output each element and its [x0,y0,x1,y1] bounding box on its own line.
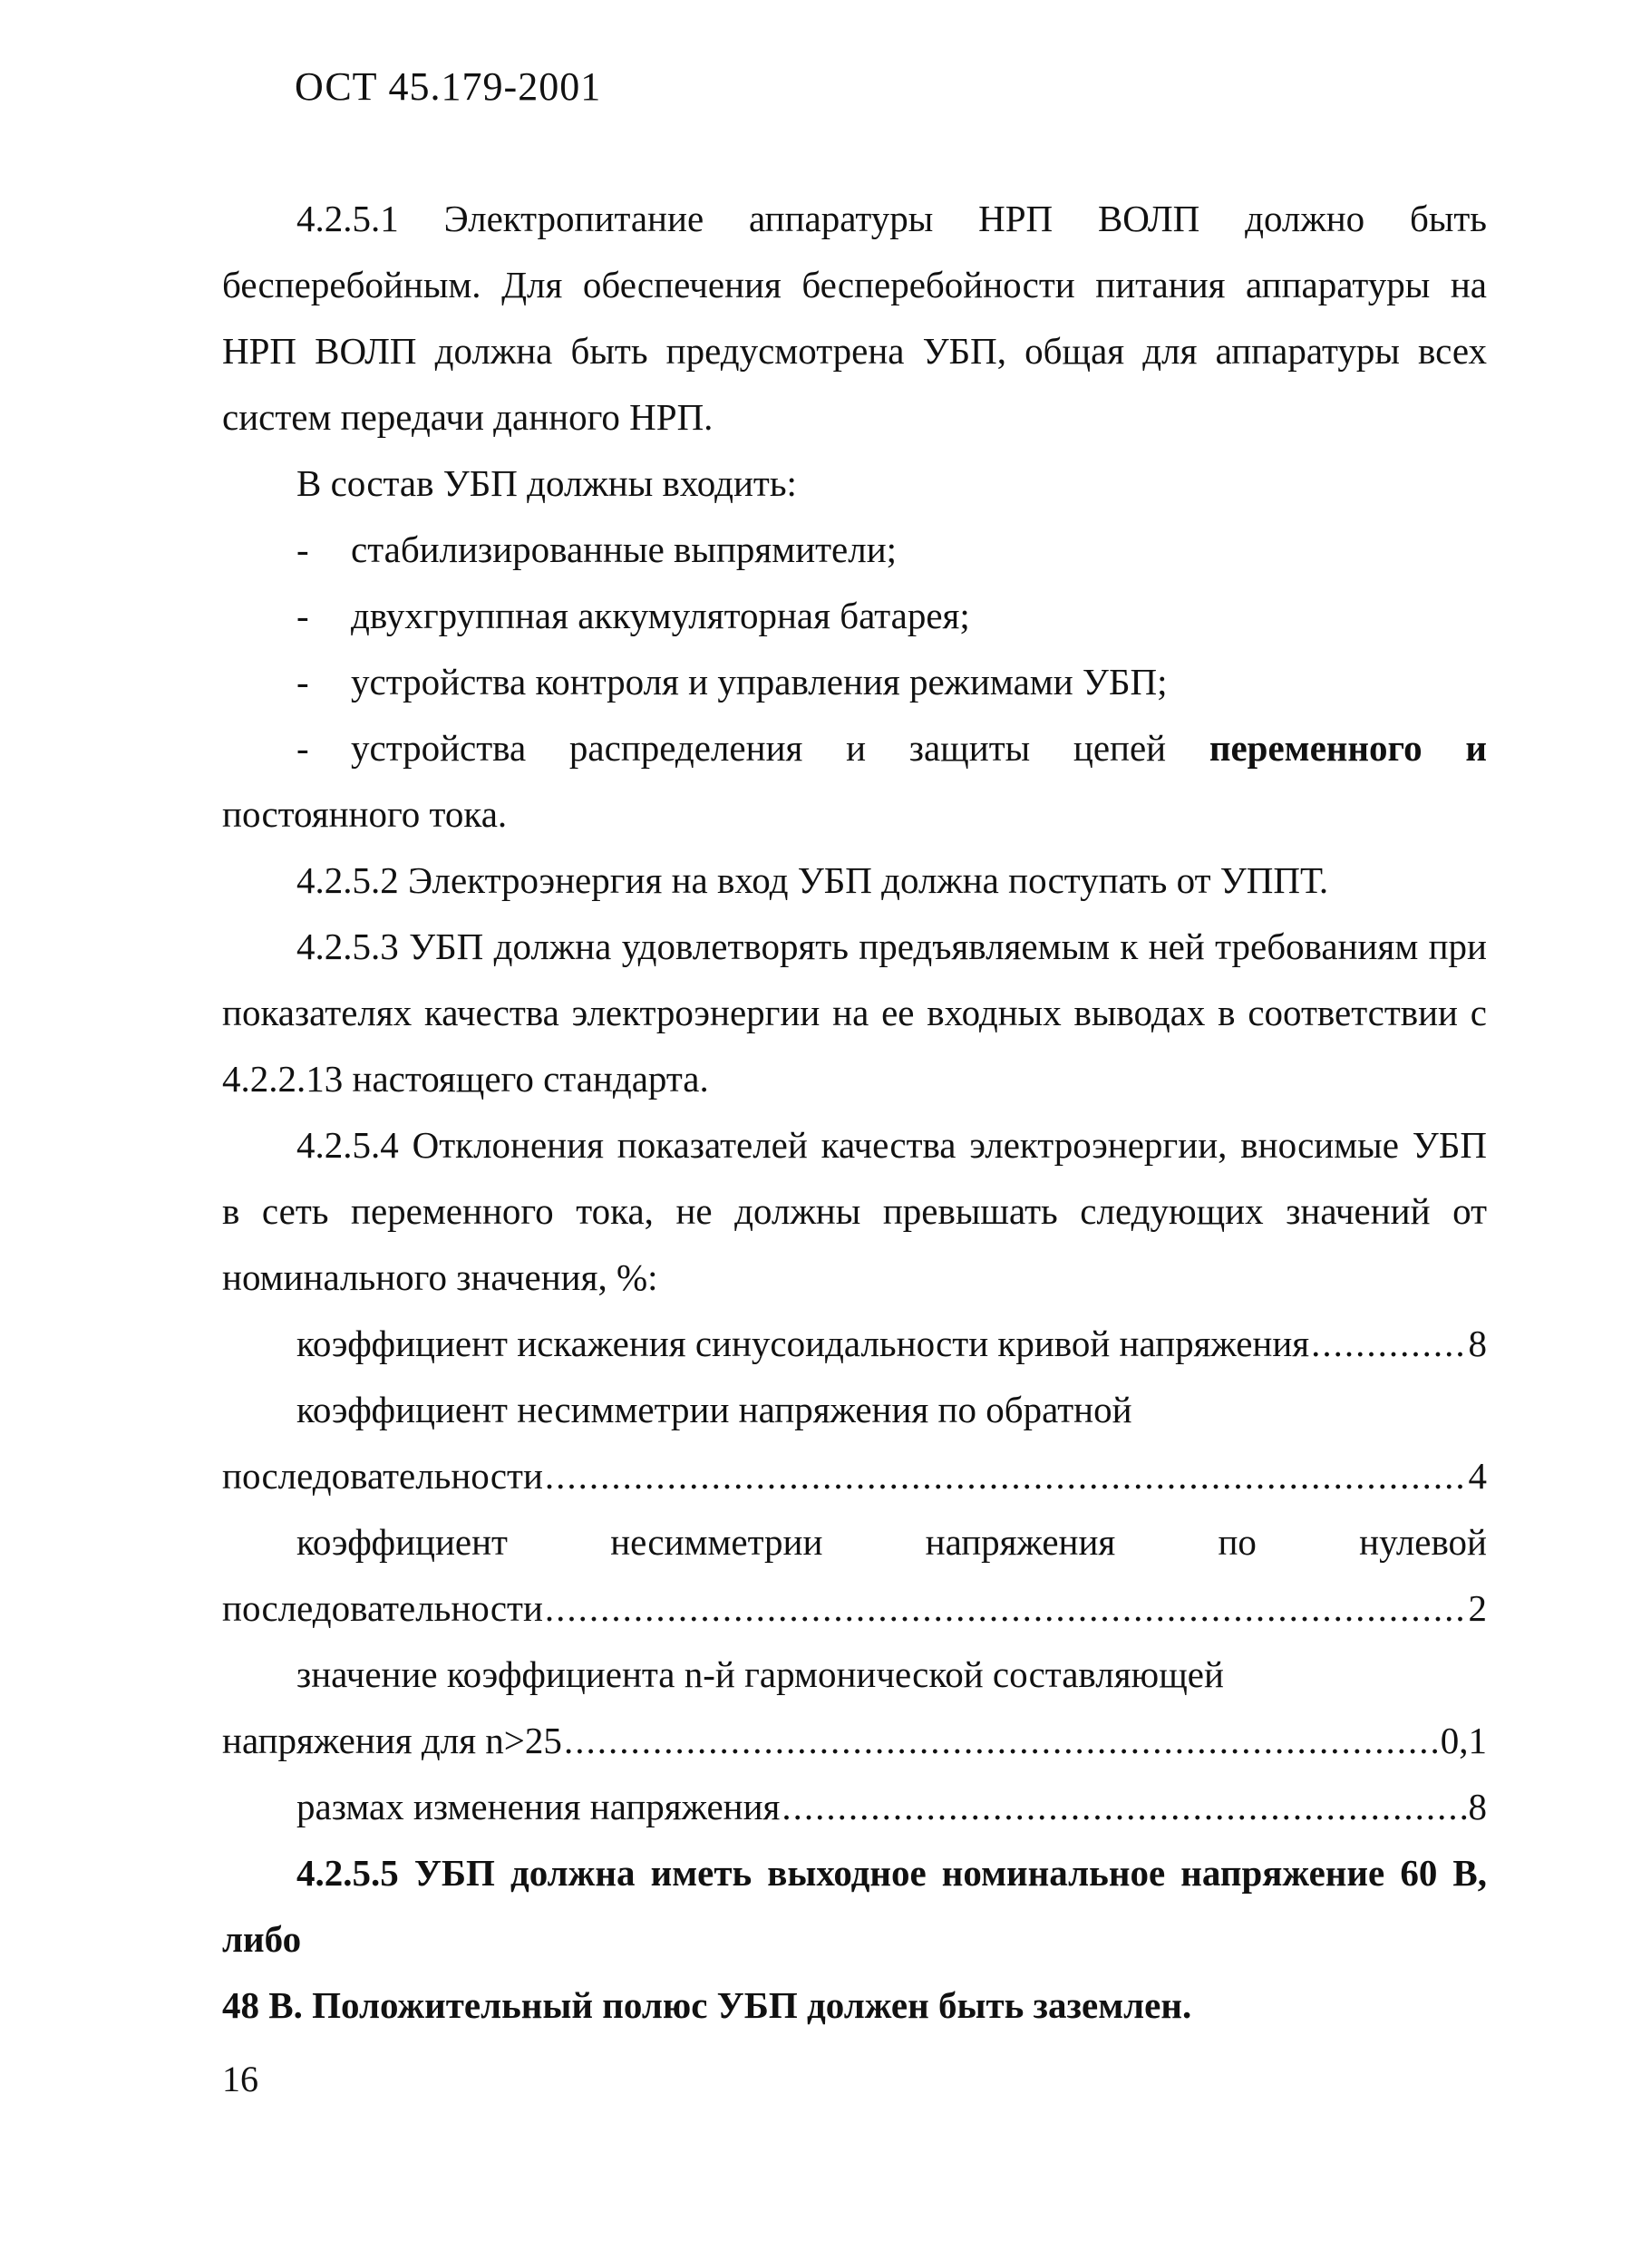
leader-dots [545,1575,1467,1642]
list-item-distribution [222,715,1487,781]
leader-dots [1311,1311,1466,1377]
paragraph-4-2-5-3: 4.2.5.3 УБП должна удовлетворять предъявляемым к ней требованиям при показателях качества электроэнергии на ее входных выводах в соответствии с 4.2.2.13 настоящего стандарта. [222,926,1487,1100]
coefficient-4 [222,1642,1487,1774]
paragraph-4-2-5-5-line2: 48 В. Положительный полюс УБП должен быть заземлен. [222,1984,1192,2026]
list-item-battery [222,583,1487,649]
list-dash: - [296,727,309,769]
list-dash: - [296,661,309,703]
coefficient-value: 8 [1468,1786,1487,1827]
paragraph-4-2-5-2: 4.2.5.2 Электроэнергия на вход УБП должна поступать от УППТ. [296,859,1329,901]
coefficient-line1: коэффициент несимметрии напряжения по обратной [296,1389,1132,1430]
list-item-control-devices [222,649,1487,715]
coefficient-value: 0,1 [1440,1720,1487,1761]
coefficient-2 [222,1377,1487,1509]
page-number: 16 [222,2059,258,2099]
leader-dots [782,1774,1466,1840]
coefficient-label: коэффициент искажения синусоидальности кривой напряжения [296,1323,1310,1364]
leader-row [222,1708,1487,1774]
coefficient-label: последовательности [222,1455,543,1497]
list-item-rectifiers [222,517,1487,583]
document-body [222,186,1487,2039]
leader-row [296,1311,1487,1377]
coefficient-value: 8 [1468,1323,1487,1364]
list-item-text: двухгруппная аккумуляторная батарея; [351,595,970,636]
coefficient-1 [222,1311,1487,1377]
leader-row [296,1774,1487,1840]
coefficient-3 [222,1509,1487,1642]
list-dash: - [296,595,309,636]
list-item-text: устройства контроля и управления режимами УБП; [351,661,1168,703]
leader-dots [564,1708,1439,1774]
list-item-text: стабилизированные выпрямители; [351,528,898,570]
coefficient-label: размах изменения напряжения [296,1786,781,1827]
leader-dots [545,1443,1467,1509]
coefficient-value: 4 [1468,1455,1487,1497]
coefficient-label: напряжения для n>25 [222,1720,562,1761]
paragraph-4-2-5-5-line1: 4.2.5.5 УБП должна иметь выходное номинальное напряжение 60 В, либо [222,1852,1487,1960]
list-item-text: устройства распределения и защиты цепей [351,727,1167,769]
composition-intro: В состав УБП должны входить: [296,462,797,504]
list-item-bold-text: переменного и [1209,727,1487,769]
leader-row [222,1443,1487,1509]
paragraph-4-2-5-4: 4.2.5.4 Отклонения показателей качества электроэнергии, вносимые УБП в сеть переменного тока, не должны превышать следующих значений от номинального значения, %: [222,1124,1487,1298]
coefficient-line1: коэффициент несимметрии напряжения по нулевой [296,1521,1487,1563]
leader-row [222,1575,1487,1642]
coefficient-label: последовательности [222,1587,543,1629]
document-code-header: ОСТ 45.179-2001 [295,64,602,109]
coefficient-5 [222,1774,1487,1840]
coefficient-value: 2 [1468,1587,1487,1629]
paragraph-4-2-5-1: 4.2.5.1 Электропитание аппаратуры НРП ВОЛП должно быть бесперебойным. Для обеспечения бесперебойности питания аппаратуры на НРП ВОЛП должна быть предусмотрена УБП, общая для аппаратуры всех систем передачи данного НРП. [222,198,1487,438]
list-item-continuation: постоянного тока. [222,793,508,835]
list-dash: - [296,528,309,570]
coefficient-line1: значение коэффициента n-й гармонической составляющей [296,1653,1224,1695]
